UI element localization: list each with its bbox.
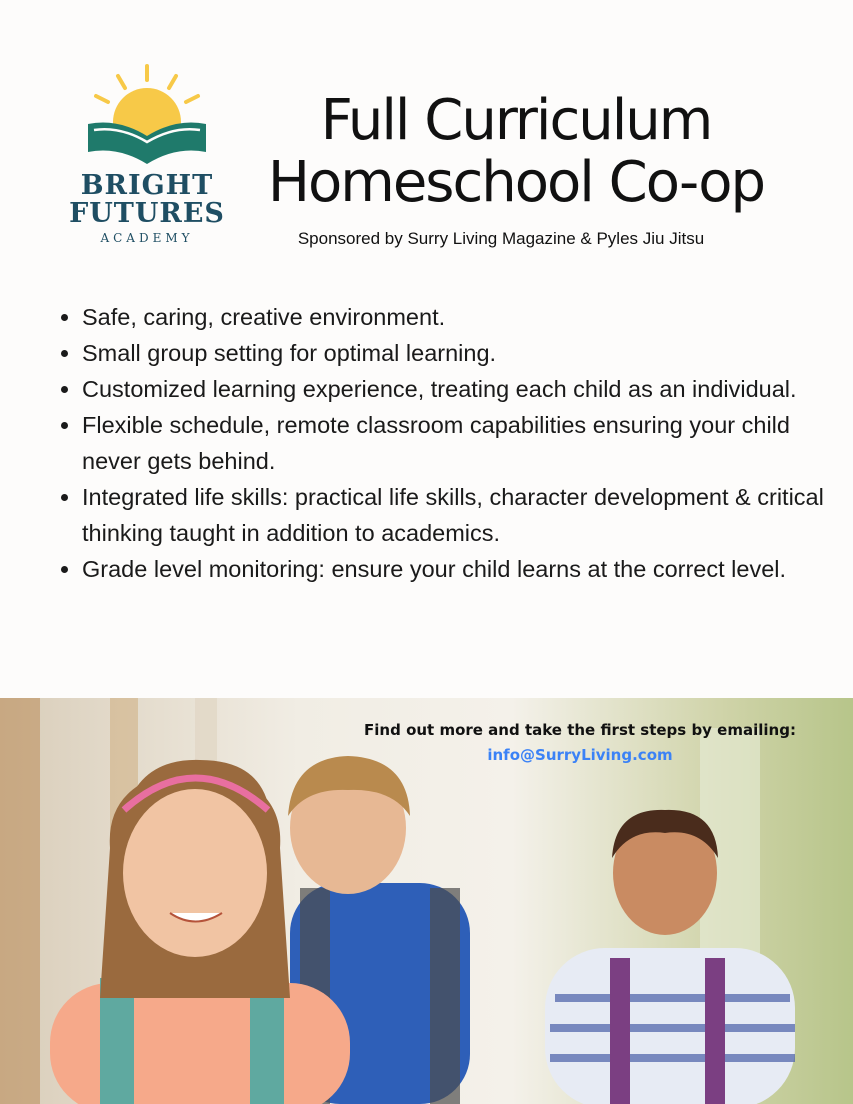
cta-text: Find out more and take the first steps by emailing: xyxy=(364,721,796,739)
logo-text-academy: ACADEMY xyxy=(100,231,194,245)
feature-item: Safe, caring, creative environment. xyxy=(60,299,830,335)
cta-block xyxy=(330,718,830,768)
sun-book-icon xyxy=(82,60,212,168)
feature-item: Small group setting for optimal learning. xyxy=(60,335,830,371)
logo-text-futures: FUTURES xyxy=(69,198,225,229)
logo-text-bright: BRIGHT xyxy=(80,170,214,201)
title-line-1: Full Curriculum xyxy=(320,88,712,153)
bright-futures-logo xyxy=(68,60,226,246)
email-link[interactable]: info@SurryLiving.com xyxy=(487,746,673,764)
feature-list xyxy=(60,299,830,587)
sponsor-line: Sponsored by Surry Living Magazine & Pyles Jiu Jitsu xyxy=(297,229,705,248)
children-photo xyxy=(0,698,853,1104)
page-title xyxy=(236,90,796,214)
title-line-2: Homeschool Co-op xyxy=(267,150,765,215)
feature-item: Grade level monitoring: ensure your child learns at the correct level. xyxy=(60,551,830,587)
feature-item: Flexible schedule, remote classroom capabilities ensuring your child never gets behind. xyxy=(60,407,830,479)
feature-item: Integrated life skills: practical life skills, character development & critical thinking taught in addition to academics. xyxy=(60,479,830,551)
feature-item: Customized learning experience, treating each child as an individual. xyxy=(60,371,830,407)
